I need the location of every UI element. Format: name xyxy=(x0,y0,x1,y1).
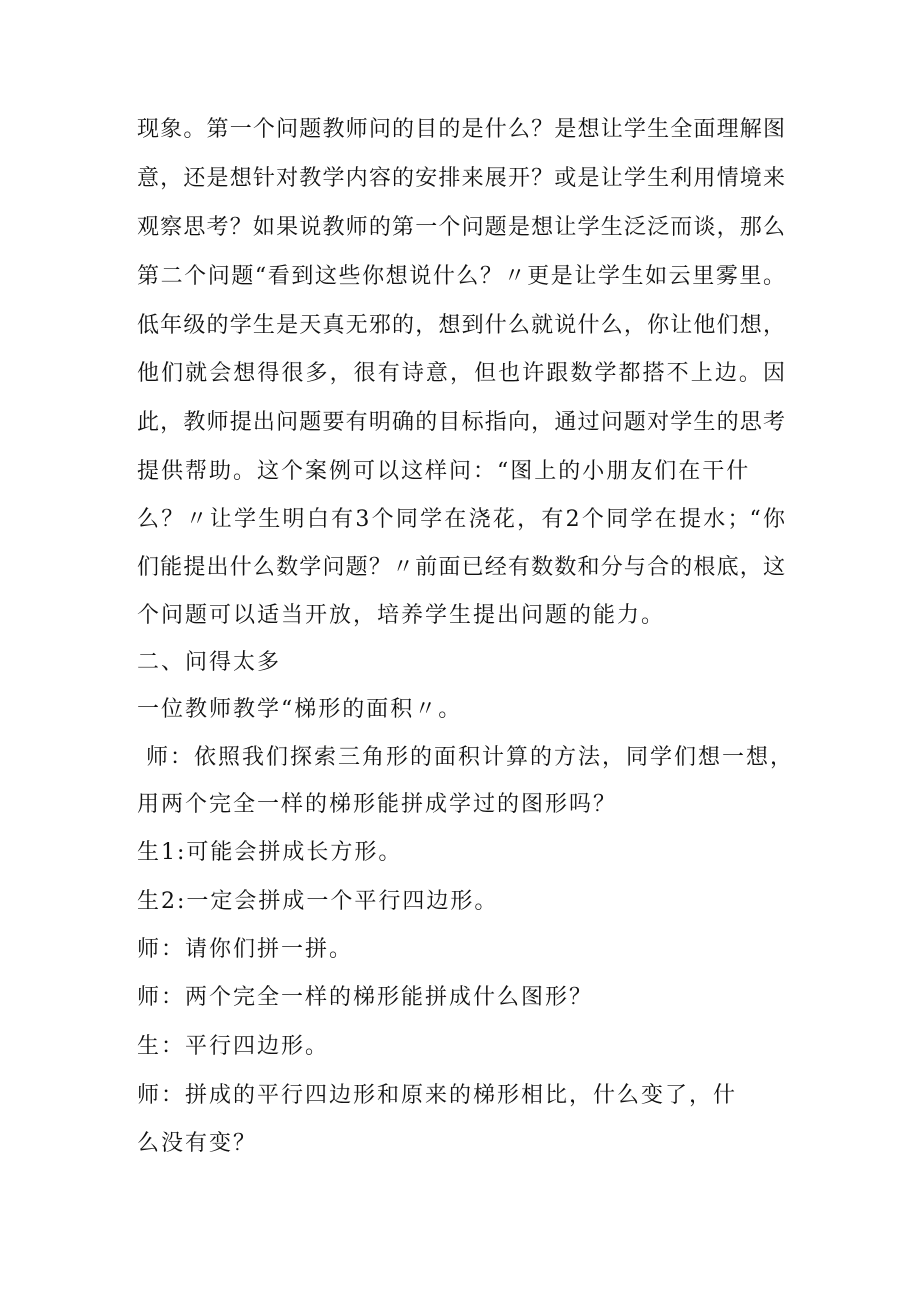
text-line: 第二个问题“看到这些你想说什么？〃更是让学生如云里雾里。 xyxy=(137,264,785,289)
text-line: 观察思考？如果说教师的第一个问题是想让学生泛泛而谈，那么 xyxy=(137,215,785,240)
text-line: 现象。第一个问题教师问的目的是什么？是想让学生全面理解图 xyxy=(137,117,785,142)
text-line: 个问题可以适当开放，培养学生提出问题的能力。 xyxy=(137,603,666,628)
dialogue-line: 师：依照我们探索三角形的面积计算的方法，同学们想一想， xyxy=(146,745,795,770)
text-line: 他们就会想得很多，很有诗意，但也许跟数学都搭不上边。因 xyxy=(137,361,785,386)
dialogue-line: 生1:可能会拼成长方形。 xyxy=(137,840,403,865)
dialogue-line: 师：拼成的平行四边形和原来的梯形相比，什么变了，什 xyxy=(137,1083,738,1108)
dialogue-line: 用两个完全一样的梯形能拼成学过的图形吗？ xyxy=(137,792,618,817)
text-line: 么？〃让学生明白有3个同学在浇花，有2个同学在提水；“你 xyxy=(137,507,785,532)
text-line: 一位教师教学“梯形的面积〃。 xyxy=(137,697,463,722)
dialogue-line: 师：请你们拼一拼。 xyxy=(137,937,354,962)
text-line: 低年级的学生是天真无邪的，想到什么就说什么，你让他们想， xyxy=(137,313,785,338)
text-line: 们能提出什么数学问题？〃前面已经有数数和分与合的根底，这 xyxy=(137,555,785,580)
text-line: 意，还是想针对教学内容的安排来展开？或是让学生利用情境来 xyxy=(137,166,785,191)
dialogue-line: 么没有变？ xyxy=(137,1131,258,1156)
text-line: 提供帮助。这个案例可以这样问：“图上的小朋友们在干什 xyxy=(137,459,751,484)
text-line: 此，教师提出问题要有明确的目标指向，通过问题对学生的思考 xyxy=(137,410,785,435)
dialogue-line: 生：平行四边形。 xyxy=(137,1034,330,1059)
dialogue-line: 生2:一定会拼成一个平行四边形。 xyxy=(137,889,499,914)
section-heading: 二、问得太多 xyxy=(137,650,282,675)
dialogue-line: 师：两个完全一样的梯形能拼成什么图形？ xyxy=(137,985,594,1010)
